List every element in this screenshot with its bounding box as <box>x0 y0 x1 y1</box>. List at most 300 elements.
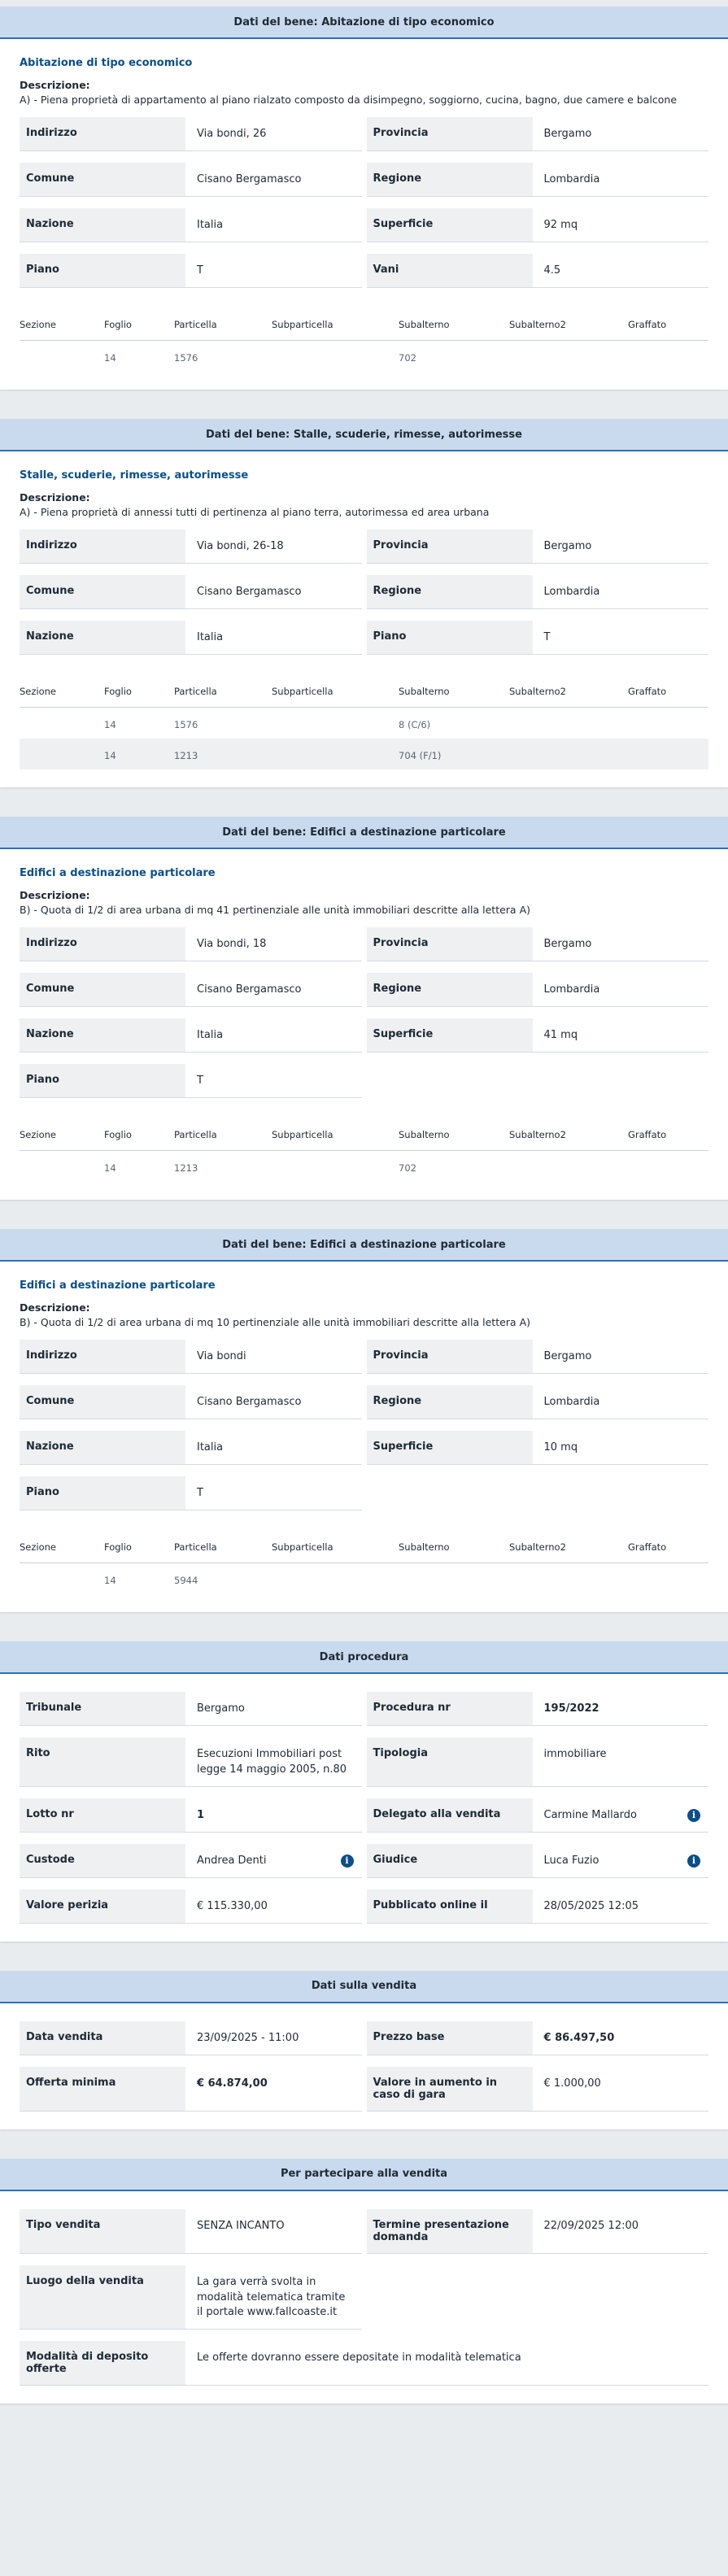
table-cell: 14 <box>104 1575 116 1586</box>
field-value <box>185 2067 362 2111</box>
fields-grid <box>20 1340 708 1510</box>
field-value-text: SENZA INCANTO <box>197 2219 285 2232</box>
cadastral-table-head <box>20 312 708 341</box>
field-value <box>533 927 709 961</box>
field-pair <box>20 1476 362 1510</box>
card-header: Per partecipare alla vendita <box>0 2159 728 2191</box>
field-pair <box>367 1737 709 1787</box>
description-text: A) - Piena proprietà di appartamento al piano rialzato composto da disimpegno, soggiorno, cucina, bagno, due camere e balcone <box>20 94 678 106</box>
field-pair <box>367 1018 709 1053</box>
field-pair <box>367 1890 709 1924</box>
field-label: Regione <box>367 973 533 1006</box>
cadastral-column-header: Particella <box>174 1122 272 1151</box>
field-value <box>533 254 709 287</box>
field-pair <box>367 163 709 197</box>
field-pair <box>367 1431 709 1465</box>
table-cell <box>272 739 399 769</box>
field-value-text: 28/05/2025 12:05 <box>543 1899 639 1912</box>
field-value-text: Luca Fuzio <box>543 1854 599 1867</box>
field-pair <box>367 575 709 609</box>
field-pair <box>367 1692 709 1726</box>
field-value-text: Lombardia <box>543 1396 600 1408</box>
field-label: Piano <box>20 254 185 287</box>
field-label: Delegato alla vendita <box>367 1798 533 1832</box>
table-cell <box>628 1151 708 1183</box>
field-value-text: 10 mq <box>543 1441 578 1454</box>
field-label: Offerta minima <box>20 2067 185 2111</box>
table-cell: 1576 <box>174 719 198 730</box>
field-label: Provincia <box>367 530 533 563</box>
field-pair <box>20 1890 362 1924</box>
description-label: Descrizione: <box>20 79 90 91</box>
table-row <box>20 341 708 373</box>
field-value <box>533 575 709 608</box>
field-value <box>533 1692 709 1725</box>
cadastral-column-header: Particella <box>174 312 272 341</box>
field-label: Custode <box>20 1844 185 1877</box>
card-header: Dati sulla vendita <box>0 1971 728 2003</box>
table-cell <box>272 341 399 373</box>
field-pair <box>20 2067 362 2112</box>
bene-title: Edifici a destinazione particolare <box>20 1279 216 1292</box>
field-label: Lotto nr <box>20 1798 185 1832</box>
field-value-text: T <box>197 1487 203 1499</box>
field-value-text: Lombardia <box>543 983 600 996</box>
field-label: Provincia <box>367 927 533 961</box>
field-value-text: La gara verrà svolta in modalità telematica tramite il portale www.fallcoaste.it <box>197 2275 346 2319</box>
info-icon[interactable]: i <box>687 1809 700 1822</box>
field-value <box>533 1798 709 1832</box>
bene-title: Stalle, scuderie, rimesse, autorimesse <box>20 469 249 482</box>
field-value-text: 22/09/2025 12:00 <box>543 2219 639 2232</box>
field-value-text: € 64.874,00 <box>197 2077 268 2090</box>
field-pair <box>367 254 709 288</box>
field-value <box>533 1385 709 1419</box>
field-value <box>185 1385 362 1419</box>
field-value-text: Bergamo <box>543 128 592 140</box>
table-cell: 14 <box>104 1162 116 1174</box>
cadastral-table-body <box>20 1151 708 1183</box>
page-root <box>0 7 728 2404</box>
field-label: Procedura nr <box>367 1692 533 1725</box>
bene-title: Edifici a destinazione particolare <box>20 867 216 879</box>
table-cell: 14 <box>104 352 116 364</box>
field-value <box>533 621 709 654</box>
description-label: Descrizione: <box>20 491 90 503</box>
field-value-text: 4.5 <box>543 264 561 277</box>
table-cell: 702 <box>399 1162 416 1174</box>
cadastral-column-header: Subparticella <box>272 1122 399 1151</box>
table-row <box>20 1151 708 1183</box>
field-label: Valore perizia <box>20 1890 185 1923</box>
table-cell <box>272 1151 399 1183</box>
field-pair <box>20 1018 362 1053</box>
field-value-text: Esecuzioni Immobiliari post legge 14 maggio 2005, n.80 <box>197 1748 347 1776</box>
field-value-text: Lombardia <box>543 173 600 185</box>
card-body <box>0 2191 728 2404</box>
cadastral-column-header: Foglio <box>104 1122 174 1151</box>
description-text: B) - Quota di 1/2 di area urbana di mq 10 pertinenziale alle unità immobiliari descritte alla lettera A) <box>20 1316 530 1328</box>
field-value-text: Andrea Denti <box>197 1854 267 1867</box>
table-cell <box>628 341 708 373</box>
table-cell: 704 (F/1) <box>399 739 509 769</box>
table-cell <box>272 1563 399 1595</box>
field-pair <box>20 530 362 564</box>
field-label: Piano <box>367 621 533 654</box>
cadastral-column-header: Sezione <box>20 1122 104 1151</box>
field-value-text: 195/2022 <box>543 1702 599 1715</box>
field-value-text: Cisano Bergamasco <box>197 173 302 185</box>
cadastral-header-row <box>20 1122 708 1151</box>
field-value-text: Via bondi, 26-18 <box>197 540 284 552</box>
field-label: Pubblicato online il <box>367 1890 533 1923</box>
table-cell: 8 (C/6) <box>399 719 431 730</box>
vendita-card <box>0 1971 728 2129</box>
procedura-card <box>0 1641 728 1942</box>
field-label: Regione <box>367 1385 533 1419</box>
cadastral-column-header: Subalterno2 <box>509 1122 628 1151</box>
fields-grid <box>20 2209 708 2386</box>
table-cell <box>509 1563 628 1595</box>
table-cell: 5944 <box>174 1575 198 1586</box>
field-pair <box>367 2209 709 2254</box>
field-label: Rito <box>20 1737 185 1786</box>
field-value <box>533 973 709 1006</box>
cadastral-column-header: Sezione <box>20 679 104 708</box>
field-pair <box>20 163 362 197</box>
table-row <box>20 1563 708 1595</box>
field-label: Indirizzo <box>20 530 185 563</box>
table-cell <box>20 708 104 739</box>
card-header: Dati del bene: Abitazione di tipo economico <box>0 7 728 39</box>
cadastral-column-header: Subparticella <box>272 1535 399 1563</box>
table-row <box>20 708 708 739</box>
field-pair <box>367 1798 709 1833</box>
table-cell: 702 <box>399 352 416 364</box>
field-value-text: € 115.330,00 <box>197 1899 268 1912</box>
field-pair <box>367 1385 709 1419</box>
field-value-text: € 86.497,50 <box>543 2031 615 2044</box>
cadastral-header-row <box>20 679 708 708</box>
field-value-text: Cisano Bergamasco <box>197 1396 302 1408</box>
table-cell: 1213 <box>174 739 272 769</box>
field-value <box>185 1844 362 1877</box>
field-value-text: Italia <box>197 631 224 643</box>
field-value <box>185 621 362 654</box>
field-pair <box>367 208 709 242</box>
table-cell <box>399 1563 509 1595</box>
cadastral-column-header: Subalterno <box>399 1122 509 1151</box>
field-value-text: Italia <box>197 219 224 231</box>
cadastral-table-head <box>20 1122 708 1151</box>
partecipare-card <box>0 2159 728 2404</box>
cadastral-table <box>20 679 708 769</box>
field-label: Prezzo base <box>367 2021 533 2055</box>
field-label: Data vendita <box>20 2021 185 2055</box>
field-value-text: T <box>197 1074 203 1087</box>
field-value <box>185 927 362 961</box>
field-pair <box>20 117 362 151</box>
field-pair <box>20 575 362 609</box>
field-label: Indirizzo <box>20 927 185 961</box>
field-label: Superficie <box>367 1018 533 1052</box>
cadastral-column-header: Subalterno <box>399 679 509 708</box>
card-body <box>0 2003 728 2129</box>
table-cell <box>628 1563 708 1595</box>
field-label: Comune <box>20 575 185 608</box>
table-row <box>20 739 708 769</box>
fields-grid <box>20 117 708 288</box>
field-pair <box>20 1692 362 1726</box>
card-header: Dati del bene: Stalle, scuderie, rimesse, autorimesse <box>0 419 728 451</box>
fields-grid <box>20 2021 708 2112</box>
cadastral-column-header: Foglio <box>104 679 174 708</box>
cadastral-column-header: Subalterno2 <box>509 1535 628 1563</box>
field-label: Nazione <box>20 621 185 654</box>
info-icon[interactable]: i <box>687 1855 700 1868</box>
field-label: Termine presentazione domanda <box>367 2209 533 2253</box>
card-header: Dati del bene: Edifici a destinazione particolare <box>0 1229 728 1262</box>
field-pair <box>20 1844 362 1878</box>
field-value <box>533 1431 709 1464</box>
field-pair <box>20 254 362 288</box>
field-pair <box>20 1798 362 1833</box>
cadastral-column-header: Graffato <box>628 312 708 341</box>
field-pair <box>20 2341 708 2386</box>
field-label: Nazione <box>20 1431 185 1464</box>
cadastral-column-header: Graffato <box>628 679 708 708</box>
bene-card <box>0 419 728 787</box>
cadastral-column-header: Foglio <box>104 1535 174 1563</box>
bene-card <box>0 7 728 390</box>
table-cell: 1213 <box>174 1162 198 1174</box>
cadastral-column-header: Foglio <box>104 312 174 341</box>
field-value-text: Bergamo <box>543 938 592 950</box>
field-value-text: Via bondi <box>197 1350 246 1362</box>
cadastral-table <box>20 312 708 372</box>
cadastral-column-header: Particella <box>174 1535 272 1563</box>
bene-card <box>0 1229 728 1612</box>
cadastral-table <box>20 1122 708 1182</box>
table-cell <box>509 341 628 373</box>
cadastral-column-header: Subalterno2 <box>509 679 628 708</box>
table-cell <box>509 708 628 739</box>
description-text: B) - Quota di 1/2 di area urbana di mq 41 pertinenziale alle unità immobiliari descritte alla lettera A) <box>20 904 530 916</box>
field-value-text: 41 mq <box>543 1029 578 1041</box>
field-value-text: T <box>197 264 203 277</box>
description-label: Descrizione: <box>20 889 90 901</box>
field-pair <box>367 117 709 151</box>
field-pair <box>20 1431 362 1465</box>
field-value <box>185 530 362 563</box>
field-pair <box>20 621 362 655</box>
field-pair <box>20 973 362 1007</box>
table-cell: 14 <box>104 739 174 769</box>
field-value <box>185 575 362 608</box>
field-value <box>185 2021 362 2055</box>
field-value <box>533 208 709 242</box>
field-value-text: 92 mq <box>543 219 578 231</box>
cadastral-column-header: Subalterno <box>399 1535 509 1563</box>
cadastral-table-head <box>20 1535 708 1563</box>
field-pair <box>20 1737 362 1787</box>
table-cell <box>20 341 104 373</box>
cadastral-column-header: Graffato <box>628 1122 708 1151</box>
field-label: Nazione <box>20 1018 185 1052</box>
field-value <box>185 1431 362 1464</box>
cadastral-table-body <box>20 1563 708 1595</box>
card-body <box>0 1262 728 1612</box>
field-value <box>185 2341 708 2385</box>
card-body <box>0 1674 728 1942</box>
cadastral-column-header: Subalterno <box>399 312 509 341</box>
field-value <box>533 117 709 150</box>
field-label: Tribunale <box>20 1692 185 1725</box>
field-value-text: Italia <box>197 1441 224 1454</box>
field-pair <box>367 1340 709 1374</box>
field-label: Provincia <box>367 1340 533 1373</box>
bene-card <box>0 817 728 1200</box>
field-value-text: € 1.000,00 <box>543 2077 601 2090</box>
table-cell <box>272 708 399 739</box>
table-cell <box>20 1151 104 1183</box>
field-value <box>533 1844 709 1877</box>
field-value-text: Bergamo <box>543 540 592 552</box>
field-value-text: Bergamo <box>543 1350 592 1362</box>
field-value <box>533 1018 709 1052</box>
field-value <box>185 973 362 1006</box>
table-cell: 1576 <box>174 352 198 364</box>
card-body <box>0 451 728 787</box>
cadastral-header-row <box>20 1535 708 1563</box>
field-label: Provincia <box>367 117 533 150</box>
card-header: Dati del bene: Edifici a destinazione particolare <box>0 817 728 849</box>
description-label: Descrizione: <box>20 1301 90 1314</box>
cadastral-table <box>20 1535 708 1594</box>
info-icon[interactable]: i <box>341 1855 354 1868</box>
field-label: Nazione <box>20 208 185 242</box>
field-label: Comune <box>20 163 185 196</box>
field-value-text: Lombardia <box>543 586 600 598</box>
field-pair <box>367 2067 709 2112</box>
field-label: Valore in aumento in caso di gara <box>367 2067 533 2111</box>
field-pair <box>20 2265 362 2330</box>
cadastral-table-head <box>20 679 708 708</box>
field-pair <box>367 927 709 961</box>
description-text: A) - Piena proprietà di annessi tutti di pertinenza al piano terra, autorimessa ed area urbana <box>20 506 490 518</box>
field-value-text: T <box>543 631 551 643</box>
fields-grid <box>20 927 708 1098</box>
cadastral-column-header: Particella <box>174 679 272 708</box>
field-pair <box>20 1064 362 1098</box>
field-pair <box>367 1844 709 1878</box>
cadastral-column-header: Sezione <box>20 312 104 341</box>
field-label: Comune <box>20 973 185 1006</box>
field-label: Superficie <box>367 1431 533 1464</box>
field-label: Indirizzo <box>20 1340 185 1373</box>
field-value <box>185 2209 362 2253</box>
field-pair <box>367 621 709 655</box>
cadastral-column-header: Graffato <box>628 1535 708 1563</box>
field-value <box>533 1890 709 1923</box>
field-pair <box>20 1385 362 1419</box>
card-header: Dati procedura <box>0 1641 728 1674</box>
field-value-text: immobiliare <box>543 1748 607 1760</box>
cadastral-column-header: Subalterno2 <box>509 312 628 341</box>
fields-grid <box>20 1692 708 1924</box>
table-cell <box>509 1151 628 1183</box>
field-value <box>185 1018 362 1052</box>
field-value-text: Via bondi, 18 <box>197 938 267 950</box>
cadastral-header-row <box>20 312 708 341</box>
field-label: Tipo vendita <box>20 2209 185 2253</box>
field-label: Regione <box>367 575 533 608</box>
field-value <box>185 208 362 242</box>
field-pair <box>20 208 362 242</box>
field-pair <box>20 927 362 961</box>
table-cell <box>20 739 104 769</box>
field-value <box>533 1737 709 1786</box>
table-cell <box>628 708 708 739</box>
field-value <box>185 1692 362 1725</box>
field-value-text: 23/09/2025 - 11:00 <box>197 2031 299 2044</box>
field-value-text: Italia <box>197 1029 224 1041</box>
cadastral-column-header: Subparticella <box>272 312 399 341</box>
field-label: Regione <box>367 163 533 196</box>
field-pair <box>367 530 709 564</box>
cadastral-column-header: Subparticella <box>272 679 399 708</box>
field-value <box>185 1737 362 1786</box>
field-value-text: Bergamo <box>197 1702 245 1715</box>
card-body <box>0 849 728 1200</box>
field-value <box>185 1798 362 1832</box>
table-cell <box>20 1563 104 1595</box>
table-cell <box>509 739 628 769</box>
field-pair <box>367 2021 709 2055</box>
field-pair <box>367 973 709 1007</box>
field-label: Indirizzo <box>20 117 185 150</box>
field-label: Superficie <box>367 208 533 242</box>
field-value <box>185 163 362 196</box>
cadastral-table-body <box>20 341 708 373</box>
table-cell <box>628 739 708 769</box>
field-value-text: Le offerte dovranno essere depositate in modalità telematica <box>197 2352 521 2365</box>
fields-grid <box>20 530 708 655</box>
field-value <box>185 1890 362 1923</box>
field-value <box>533 2209 709 2253</box>
field-label: Vani <box>367 254 533 287</box>
cadastral-table-body <box>20 708 708 770</box>
field-pair <box>20 2021 362 2055</box>
field-label: Modalità di deposito offerte <box>20 2341 185 2385</box>
field-value <box>533 1340 709 1373</box>
cadastral-column-header: Sezione <box>20 1535 104 1563</box>
field-value-text: Cisano Bergamasco <box>197 983 302 996</box>
field-value <box>533 530 709 563</box>
field-label: Comune <box>20 1385 185 1419</box>
field-label: Luogo della vendita <box>20 2265 185 2330</box>
field-value-text: Via bondi, 26 <box>197 128 267 140</box>
field-value <box>533 2021 709 2055</box>
field-value-text: Cisano Bergamasco <box>197 586 302 598</box>
field-value <box>185 1340 362 1373</box>
field-value <box>185 2265 362 2330</box>
field-label: Giudice <box>367 1844 533 1877</box>
field-pair <box>20 1340 362 1374</box>
field-value <box>185 1064 362 1097</box>
field-pair <box>20 2209 362 2254</box>
field-value <box>533 2067 709 2111</box>
